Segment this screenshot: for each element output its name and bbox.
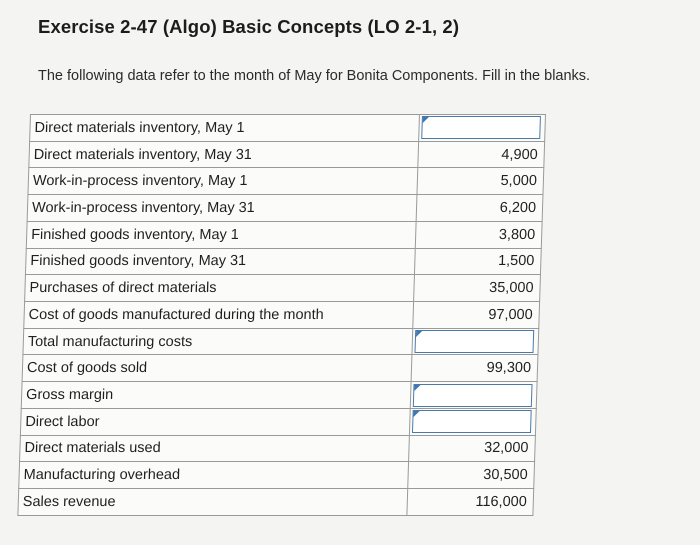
row-value: 3,800 (415, 221, 542, 248)
row-value: 6,200 (416, 195, 543, 222)
table-row (21, 382, 537, 409)
table-row (26, 221, 542, 248)
answer-input[interactable] (414, 330, 534, 353)
table-row (27, 195, 543, 222)
row-value: 32,000 (409, 435, 536, 462)
answer-cell (409, 408, 536, 435)
instructions-text: The following data refer to the month of May for Bonita Components. Fill in the blanks. (38, 68, 591, 84)
table-row (28, 168, 544, 195)
row-label: Work-in-process inventory, May 31 (27, 195, 417, 222)
table-row (20, 408, 536, 435)
row-value: 4,900 (418, 141, 545, 168)
row-label: Gross margin (21, 382, 411, 409)
row-value: 99,300 (411, 355, 538, 382)
table-row (18, 489, 534, 516)
table-row (19, 462, 535, 489)
answer-input[interactable] (421, 116, 541, 139)
row-value: 30,500 (408, 462, 535, 489)
row-label: Total manufacturing costs (23, 328, 413, 355)
answer-cell (410, 382, 537, 409)
table-row (30, 115, 546, 142)
answer-cell (419, 115, 546, 142)
row-label: Work-in-process inventory, May 1 (28, 168, 418, 195)
data-table (17, 114, 546, 516)
table-row (25, 248, 541, 275)
table-row (29, 141, 545, 168)
row-value: 5,000 (417, 168, 544, 195)
table-row (25, 275, 541, 302)
row-label: Finished goods inventory, May 1 (26, 221, 416, 248)
data-table-container (17, 114, 546, 516)
table-row (23, 328, 539, 355)
row-value: 35,000 (414, 275, 541, 302)
row-label: Direct materials inventory, May 1 (30, 115, 420, 142)
row-label: Manufacturing overhead (19, 462, 409, 489)
row-label: Sales revenue (18, 489, 408, 516)
row-label: Direct labor (20, 408, 410, 435)
row-label: Direct materials inventory, May 31 (29, 141, 419, 168)
answer-cell (412, 328, 539, 355)
row-label: Cost of goods manufactured during the month (24, 302, 414, 329)
row-label: Direct materials used (20, 435, 410, 462)
row-label: Finished goods inventory, May 31 (25, 248, 415, 275)
table-row (22, 355, 538, 382)
row-value: 116,000 (407, 489, 534, 516)
row-value: 97,000 (413, 302, 540, 329)
row-label: Purchases of direct materials (25, 275, 415, 302)
row-value: 1,500 (414, 248, 541, 275)
exercise-title: Exercise 2-47 (Algo) Basic Concepts (LO 2-1, 2) (38, 16, 460, 37)
row-label: Cost of goods sold (22, 355, 412, 382)
table-row (20, 435, 536, 462)
table-row (24, 302, 540, 329)
answer-input[interactable] (413, 384, 533, 407)
answer-input[interactable] (412, 410, 532, 433)
